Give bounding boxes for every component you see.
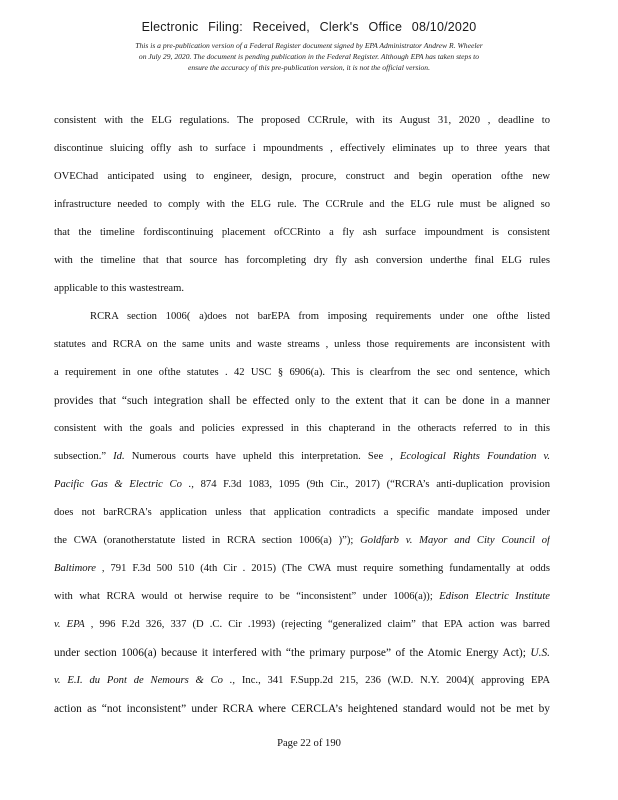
filing-stamp: Electronic Filing: Received, Clerk's Office 08/10/2020 (141, 20, 477, 34)
case-name: Ecological Rights Foundation v. (399, 451, 550, 462)
text-line (54, 471, 550, 499)
text-run: subsection.” (54, 451, 107, 462)
text-line: applicable to this wastestream. (54, 283, 185, 294)
page-number: Page 22 of 190 (277, 738, 341, 749)
text-line (54, 527, 550, 555)
case-name: Baltimore (54, 563, 96, 574)
text-line: action as “not inconsistent” under RCRA where CERCLA’s heightened standard would not be met by (54, 703, 550, 715)
text-line (54, 611, 550, 639)
case-name: Edison Electric Institute (439, 591, 550, 602)
text-line (54, 555, 550, 583)
notice-line: ensure the accuracy of this pre-publication version, it is not the official version. (188, 63, 430, 72)
text-run: under section 1006(a) because it interfered with “the primary purpose” of the Atomic Energy Act); (54, 647, 526, 659)
text-run: with what RCRA would ot herwise require to be “inconsistent” under 1006(a)); (54, 591, 433, 602)
text-line: consistent with the goals and policies expressed in this chapterand in the otheracts referred to in this (54, 423, 550, 434)
text-run: , 791 F.3d 500 510 (4th Cir . 2015) (The CWA must require something fundamentally at odds (101, 563, 550, 574)
text-line: statutes and RCRA on the same units and waste streams , unless those requirements are inconsistent with (54, 339, 550, 350)
text-line: infrastructure needed to comply with the ELG rule. The CCRrule and the ELG rule must be aligned so (54, 199, 550, 210)
text-line: OVEChad anticipated using to engineer, design, procure, construct and begin operation ofthe new (54, 171, 550, 182)
text-line: consistent with the ELG regulations. The proposed CCRrule, with its August 31, 2020 , deadline to (54, 115, 550, 126)
text-line: provides that “such integration shall be effected only to the extent that it can be done in a manner (54, 395, 550, 407)
text-line: a requirement in one ofthe statutes . 42 USC § 6906(a). This is clearfrom the sec ond sentence, which (54, 367, 550, 378)
notice-line: on July 29, 2020. The document is pending publication in the Federal Register. Although EPA has taken steps to (138, 52, 480, 61)
text-line: RCRA section 1006( a)does not barEPA from imposing requirements under one ofthe listed (90, 311, 550, 322)
text-line (54, 443, 550, 471)
case-name: v. E.I. du Pont de Nemours & Co ., (54, 675, 236, 686)
document-body (54, 107, 550, 723)
text-run: 874 F.3d 1083, 1095 (9th Cir., 2017) (“RCRA’s anti-duplication provision (200, 479, 550, 490)
prepublication-notice (66, 40, 552, 73)
case-name: Goldfarb v. Mayor and City Council of (360, 535, 550, 546)
text-line: discontinue sluicing offly ash to surface i mpoundments , effectively eliminates up to three years that (54, 143, 550, 154)
notice-line: This is a pre-publication version of a Federal Register document signed by EPA Administrator Andrew R. Wheeler (135, 41, 483, 50)
text-line: that the timeline fordiscontinuing placement ofCCRinto a fly ash surface impoundment is consistent (54, 227, 550, 238)
text-run: , 996 F.2d 326, 337 (D .C. Cir .1993) (rejecting “generalized claim” that EPA action was barred (90, 619, 550, 630)
text-line (54, 667, 550, 695)
text-line (54, 639, 550, 667)
case-name: v. EPA (54, 619, 85, 630)
paragraph-2 (54, 303, 550, 723)
text-line: does not barRCRA's application unless that application contradicts a specific mandate imposed under (54, 507, 550, 518)
text-line: with the timeline that that source has forcompleting dry fly ash conversion underthe final ELG rules (54, 255, 550, 266)
text-run: Numerous courts have upheld this interpretation. See , (131, 451, 393, 462)
case-name: Pacific Gas & Electric Co ., (54, 479, 194, 490)
paragraph-1 (54, 107, 550, 303)
case-name: U.S. (530, 647, 550, 659)
citation-id: Id. (113, 451, 125, 462)
text-run: the CWA (oranotherstatute listed in RCRA section 1006(a) )”); (54, 535, 354, 546)
text-line (54, 583, 550, 611)
text-run: Inc., 341 F.Supp.2d 215, 236 (W.D. N.Y. 2004)( approving EPA (241, 675, 550, 686)
